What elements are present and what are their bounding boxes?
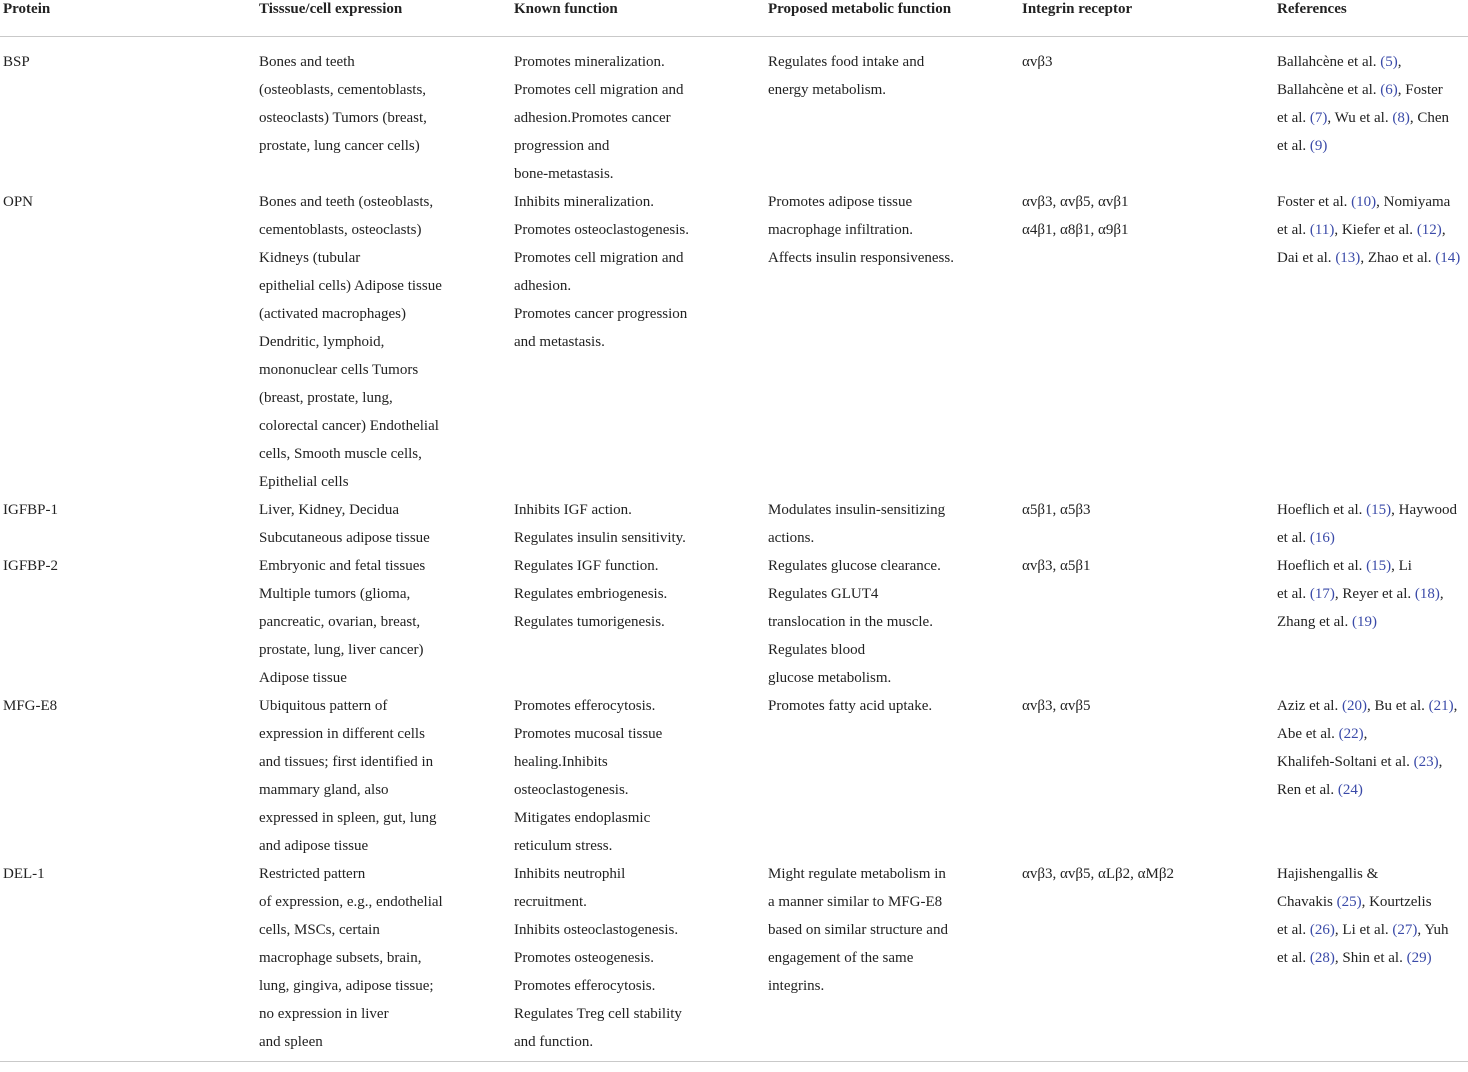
protein-name: DEL-1	[3, 866, 45, 882]
cell-tissue	[256, 552, 511, 692]
reference-text: ,	[1397, 54, 1402, 70]
known-function-line: bone-metastasis.	[514, 166, 614, 182]
proposed-function-line: Regulates glucose clearance.	[768, 558, 941, 574]
proposed-function-line: Affects insulin responsiveness.	[768, 250, 954, 266]
known-function-line: progression and	[514, 138, 610, 154]
integrin-line: α4β1, α8β1, α9β1	[1022, 222, 1129, 238]
known-function-line: Regulates IGF function.	[514, 558, 659, 574]
reference-text: Hajishengallis &	[1277, 866, 1379, 882]
tissue-line: Ubiquitous pattern of	[259, 698, 388, 714]
reference-line	[1277, 860, 1466, 888]
cell-integrin	[1019, 188, 1274, 496]
proposed-function-line: Promotes fatty acid uptake.	[768, 698, 933, 714]
tissue-line: (breast, prostate, lung,	[259, 390, 393, 406]
cell-proposed-function	[765, 188, 1019, 496]
reference-text: Abe et al.	[1277, 726, 1339, 742]
reference-line	[1277, 888, 1466, 916]
cell-proposed-function	[765, 860, 1019, 1062]
citation-link[interactable]: (12)	[1416, 222, 1442, 238]
known-function-line: Inhibits osteoclastogenesis.	[514, 922, 679, 938]
known-function-line: adhesion.	[514, 278, 572, 294]
cell-integrin	[1019, 692, 1274, 860]
reference-line	[1277, 104, 1466, 132]
protein-name: IGFBP-2	[3, 558, 59, 574]
cell-references	[1274, 692, 1468, 860]
cell-tissue	[256, 692, 511, 860]
known-function-line: Promotes mineralization.	[514, 54, 665, 70]
protein-name: OPN	[3, 194, 34, 210]
reference-text: , Kourtzelis	[1361, 894, 1432, 910]
known-function-line: Promotes mucosal tissue	[514, 726, 663, 742]
tissue-line: pancreatic, ovarian, breast,	[259, 614, 421, 630]
reference-line	[1277, 748, 1466, 776]
reference-text: Hoeflich et al.	[1277, 502, 1367, 518]
cell-tissue	[256, 37, 511, 189]
tissue-line: osteoclasts) Tumors (breast,	[259, 110, 427, 126]
tissue-line: cells, MSCs, certain	[259, 922, 380, 938]
cell-known-function	[511, 552, 765, 692]
known-function-line: adhesion.Promotes cancer	[514, 110, 671, 126]
citation-link[interactable]: (22)	[1338, 726, 1364, 742]
known-function-line: healing.Inhibits	[514, 754, 608, 770]
tissue-line: epithelial cells) Adipose tissue	[259, 278, 442, 294]
reference-line	[1277, 76, 1466, 104]
reference-text: Foster et al.	[1277, 194, 1352, 210]
reference-text: Ballahcène et al.	[1277, 82, 1381, 98]
citation-link[interactable]: (17)	[1309, 586, 1335, 602]
reference-text: Hoeflich et al.	[1277, 558, 1367, 574]
reference-line	[1277, 524, 1466, 552]
reference-line	[1277, 776, 1466, 804]
reference-text: et al.	[1277, 922, 1310, 938]
reference-text: , Chen	[1409, 110, 1450, 126]
reference-text: et al.	[1277, 950, 1310, 966]
cell-protein	[0, 37, 256, 189]
proposed-function-line: glucose metabolism.	[768, 670, 892, 686]
reference-text: et al.	[1277, 138, 1310, 154]
proposed-function-line: Regulates GLUT4	[768, 586, 879, 602]
citation-link[interactable]: (15)	[1366, 502, 1392, 518]
reference-text: Ballahcène et al.	[1277, 54, 1381, 70]
cell-known-function	[511, 692, 765, 860]
reference-text: , Foster	[1397, 82, 1443, 98]
table-row	[0, 37, 1468, 189]
proposed-function-line: Regulates food intake and	[768, 54, 925, 70]
reference-line	[1277, 916, 1466, 944]
tissue-line: mammary gland, also	[259, 782, 389, 798]
known-function-line: Regulates insulin sensitivity.	[514, 530, 686, 546]
reference-line	[1277, 216, 1466, 244]
reference-line	[1277, 552, 1466, 580]
reference-text: Chavakis	[1277, 894, 1337, 910]
reference-line	[1277, 580, 1466, 608]
header-row	[0, 0, 1468, 37]
tissue-line: Kidneys (tubular	[259, 250, 361, 266]
header-known-function: Known function	[511, 0, 765, 37]
header-proposed-function: Proposed metabolic function	[765, 0, 1019, 37]
integrin-line: α5β1, α5β3	[1022, 502, 1091, 518]
citation-link[interactable]: (11)	[1309, 222, 1335, 238]
table-row	[0, 188, 1468, 496]
cell-known-function	[511, 496, 765, 552]
reference-text: , Kiefer et al.	[1334, 222, 1417, 238]
reference-line	[1277, 244, 1466, 272]
header-integrin: Integrin receptor	[1019, 0, 1274, 37]
reference-text: , Yuh	[1417, 922, 1449, 938]
tissue-line: cementoblasts, osteoclasts)	[259, 222, 422, 238]
reference-text: , Bu et al.	[1366, 698, 1429, 714]
proposed-function-line: Might regulate metabolism in	[768, 866, 946, 882]
citation-link[interactable]: (14)	[1435, 250, 1461, 266]
reference-line	[1277, 48, 1466, 76]
tissue-line: prostate, lung, liver cancer)	[259, 642, 424, 658]
tissue-line: and tissues; first identified in	[259, 754, 434, 770]
proposed-function-line: engagement of the same	[768, 950, 914, 966]
reference-text: Zhang et al.	[1277, 614, 1352, 630]
integrin-line: αvβ3, αvβ5, αvβ1	[1022, 194, 1129, 210]
proposed-function-line: actions.	[768, 530, 815, 546]
tissue-line: and adipose tissue	[259, 838, 369, 854]
known-function-line: Regulates Treg cell stability	[514, 1006, 682, 1022]
cell-tissue	[256, 188, 511, 496]
reference-line	[1277, 132, 1466, 160]
tissue-line: Bones and teeth (osteoblasts,	[259, 194, 434, 210]
cell-protein	[0, 188, 256, 496]
cell-known-function	[511, 860, 765, 1062]
integrin-line: αvβ3, α5β1	[1022, 558, 1091, 574]
table-row	[0, 496, 1468, 552]
reference-text: ,	[1441, 222, 1446, 238]
table-header	[0, 0, 1468, 37]
integrin-line: αvβ3, αvβ5	[1022, 698, 1091, 714]
tissue-line: (osteoblasts, cementoblasts,	[259, 82, 427, 98]
citation-link[interactable]: (16)	[1309, 530, 1335, 546]
integrin-line: αvβ3, αvβ5, αLβ2, αMβ2	[1022, 866, 1174, 882]
reference-text: et al.	[1277, 222, 1310, 238]
reference-text: ,	[1453, 698, 1458, 714]
tissue-line: macrophage subsets, brain,	[259, 950, 422, 966]
table-row	[0, 860, 1468, 1062]
reference-line	[1277, 720, 1466, 748]
reference-line	[1277, 496, 1466, 524]
known-function-line: Promotes cell migration and	[514, 250, 684, 266]
cell-protein	[0, 692, 256, 860]
proposed-function-line: macrophage infiltration.	[768, 222, 913, 238]
citation-link[interactable]: (29)	[1406, 950, 1432, 966]
known-function-line: Inhibits IGF action.	[514, 502, 632, 518]
known-function-line: reticulum stress.	[514, 838, 613, 854]
citation-link[interactable]: (8)	[1392, 110, 1410, 126]
reference-text: et al.	[1277, 530, 1310, 546]
cell-protein	[0, 552, 256, 692]
cell-references	[1274, 860, 1468, 1062]
tissue-line: Epithelial cells	[259, 474, 349, 490]
reference-text: , Wu et al.	[1327, 110, 1393, 126]
header-references: References	[1274, 0, 1468, 37]
cell-protein	[0, 860, 256, 1062]
known-function-line: and function.	[514, 1034, 594, 1050]
known-function-line: Mitigates endoplasmic	[514, 810, 651, 826]
proposed-function-line: translocation in the muscle.	[768, 614, 933, 630]
tissue-line: Embryonic and fetal tissues	[259, 558, 426, 574]
citation-link[interactable]: (10)	[1351, 194, 1377, 210]
reference-text: , Shin et al.	[1334, 950, 1407, 966]
cell-references	[1274, 552, 1468, 692]
citation-link[interactable]: (20)	[1341, 698, 1367, 714]
reference-text: , Zhao et al.	[1360, 250, 1436, 266]
cell-references	[1274, 37, 1468, 189]
cell-integrin	[1019, 496, 1274, 552]
cell-integrin	[1019, 860, 1274, 1062]
proposed-function-line: Modulates insulin-sensitizing	[768, 502, 946, 518]
tissue-line: cells, Smooth muscle cells,	[259, 446, 422, 462]
proposed-function-line: integrins.	[768, 978, 825, 994]
reference-line	[1277, 944, 1466, 972]
citation-link[interactable]: (7)	[1309, 110, 1328, 126]
reference-text: , Nomiyama	[1376, 194, 1451, 210]
reference-text: , Li et al.	[1334, 922, 1393, 938]
reference-text: , Reyer et al.	[1334, 586, 1415, 602]
table-row	[0, 692, 1468, 860]
citation-link[interactable]: (21)	[1428, 698, 1454, 714]
known-function-line: Promotes osteoclastogenesis.	[514, 222, 689, 238]
reference-text: et al.	[1277, 110, 1310, 126]
known-function-line: Promotes efferocytosis.	[514, 698, 656, 714]
citation-link[interactable]: (5)	[1380, 54, 1398, 70]
cell-integrin	[1019, 37, 1274, 189]
citation-link[interactable]: (23)	[1413, 754, 1439, 770]
protein-name: MFG-E8	[3, 698, 58, 714]
reference-text: et al.	[1277, 586, 1310, 602]
known-function-line: Inhibits mineralization.	[514, 194, 654, 210]
tissue-line: expression in different cells	[259, 726, 425, 742]
cell-tissue	[256, 860, 511, 1062]
known-function-line: Promotes osteogenesis.	[514, 950, 654, 966]
tissue-line: Bones and teeth	[259, 54, 355, 70]
tissue-line: (activated macrophages)	[259, 306, 407, 322]
known-function-line: Promotes cancer progression	[514, 306, 688, 322]
reference-text: Aziz et al.	[1277, 698, 1342, 714]
citation-link[interactable]: (18)	[1414, 586, 1440, 602]
reference-text: ,	[1438, 754, 1443, 770]
known-function-line: Promotes efferocytosis.	[514, 978, 656, 994]
tissue-line: no expression in liver	[259, 1006, 389, 1022]
citation-link[interactable]: (28)	[1309, 950, 1335, 966]
citation-link[interactable]: (9)	[1309, 138, 1328, 154]
known-function-line: osteoclastogenesis.	[514, 782, 629, 798]
protein-name: BSP	[3, 54, 30, 70]
citation-link[interactable]: (26)	[1309, 922, 1335, 938]
citation-link[interactable]: (19)	[1351, 614, 1377, 630]
proposed-function-line: based on similar structure and	[768, 922, 948, 938]
reference-text: Dai et al.	[1277, 250, 1336, 266]
reference-line	[1277, 188, 1466, 216]
citation-link[interactable]: (6)	[1380, 82, 1398, 98]
reference-text: Ren et al.	[1277, 782, 1338, 798]
cell-known-function	[511, 188, 765, 496]
cell-tissue	[256, 496, 511, 552]
tissue-line: Restricted pattern	[259, 866, 366, 882]
tissue-line: Dendritic, lymphoid,	[259, 334, 385, 350]
tissue-line: expressed in spleen, gut, lung	[259, 810, 437, 826]
tissue-line: lung, gingiva, adipose tissue;	[259, 978, 434, 994]
citation-link[interactable]: (27)	[1392, 922, 1418, 938]
reference-text: , Haywood	[1391, 502, 1457, 518]
header-protein: Protein	[0, 0, 256, 37]
tissue-line: of expression, e.g., endothelial	[259, 894, 443, 910]
known-function-line: Inhibits neutrophil	[514, 866, 626, 882]
known-function-line: Promotes cell migration and	[514, 82, 684, 98]
proposed-function-line: a manner similar to MFG-E8	[768, 894, 943, 910]
citation-link[interactable]: (24)	[1337, 782, 1363, 798]
reference-text: ,	[1439, 586, 1444, 602]
citation-link[interactable]: (25)	[1336, 894, 1362, 910]
citation-link[interactable]: (13)	[1335, 250, 1361, 266]
tissue-line: Multiple tumors (glioma,	[259, 586, 411, 602]
cell-known-function	[511, 37, 765, 189]
reference-text: Khalifeh-Soltani et al.	[1277, 754, 1414, 770]
cell-proposed-function	[765, 552, 1019, 692]
protein-name: IGFBP-1	[3, 502, 59, 518]
tissue-line: and spleen	[259, 1034, 323, 1050]
proposed-function-line: Regulates blood	[768, 642, 866, 658]
known-function-line: and metastasis.	[514, 334, 605, 350]
reference-text: , Li	[1391, 558, 1412, 574]
tissue-line: Adipose tissue	[259, 670, 347, 686]
cell-proposed-function	[765, 37, 1019, 189]
cell-references	[1274, 188, 1468, 496]
tissue-line: mononuclear cells Tumors	[259, 362, 419, 378]
cell-integrin	[1019, 552, 1274, 692]
known-function-line: Regulates tumorigenesis.	[514, 614, 665, 630]
proposed-function-line: Promotes adipose tissue	[768, 194, 913, 210]
reference-text: ,	[1363, 726, 1368, 742]
header-tissue: Tisssue/cell expression	[256, 0, 511, 37]
cell-proposed-function	[765, 692, 1019, 860]
citation-link[interactable]: (15)	[1366, 558, 1392, 574]
tissue-line: Liver, Kidney, Decidua	[259, 502, 400, 518]
cell-references	[1274, 496, 1468, 552]
reference-line	[1277, 608, 1466, 636]
cell-protein	[0, 496, 256, 552]
proposed-function-line: energy metabolism.	[768, 82, 887, 98]
table-row	[0, 552, 1468, 692]
reference-line	[1277, 692, 1466, 720]
known-function-line: recruitment.	[514, 894, 587, 910]
tissue-line: Subcutaneous adipose tissue	[259, 530, 430, 546]
integrin-line: αvβ3	[1022, 54, 1053, 70]
cell-proposed-function	[765, 496, 1019, 552]
tissue-line: colorectal cancer) Endothelial	[259, 418, 439, 434]
known-function-line: Regulates embriogenesis.	[514, 586, 668, 602]
table-body	[0, 37, 1468, 1062]
tissue-line: prostate, lung cancer cells)	[259, 138, 420, 154]
